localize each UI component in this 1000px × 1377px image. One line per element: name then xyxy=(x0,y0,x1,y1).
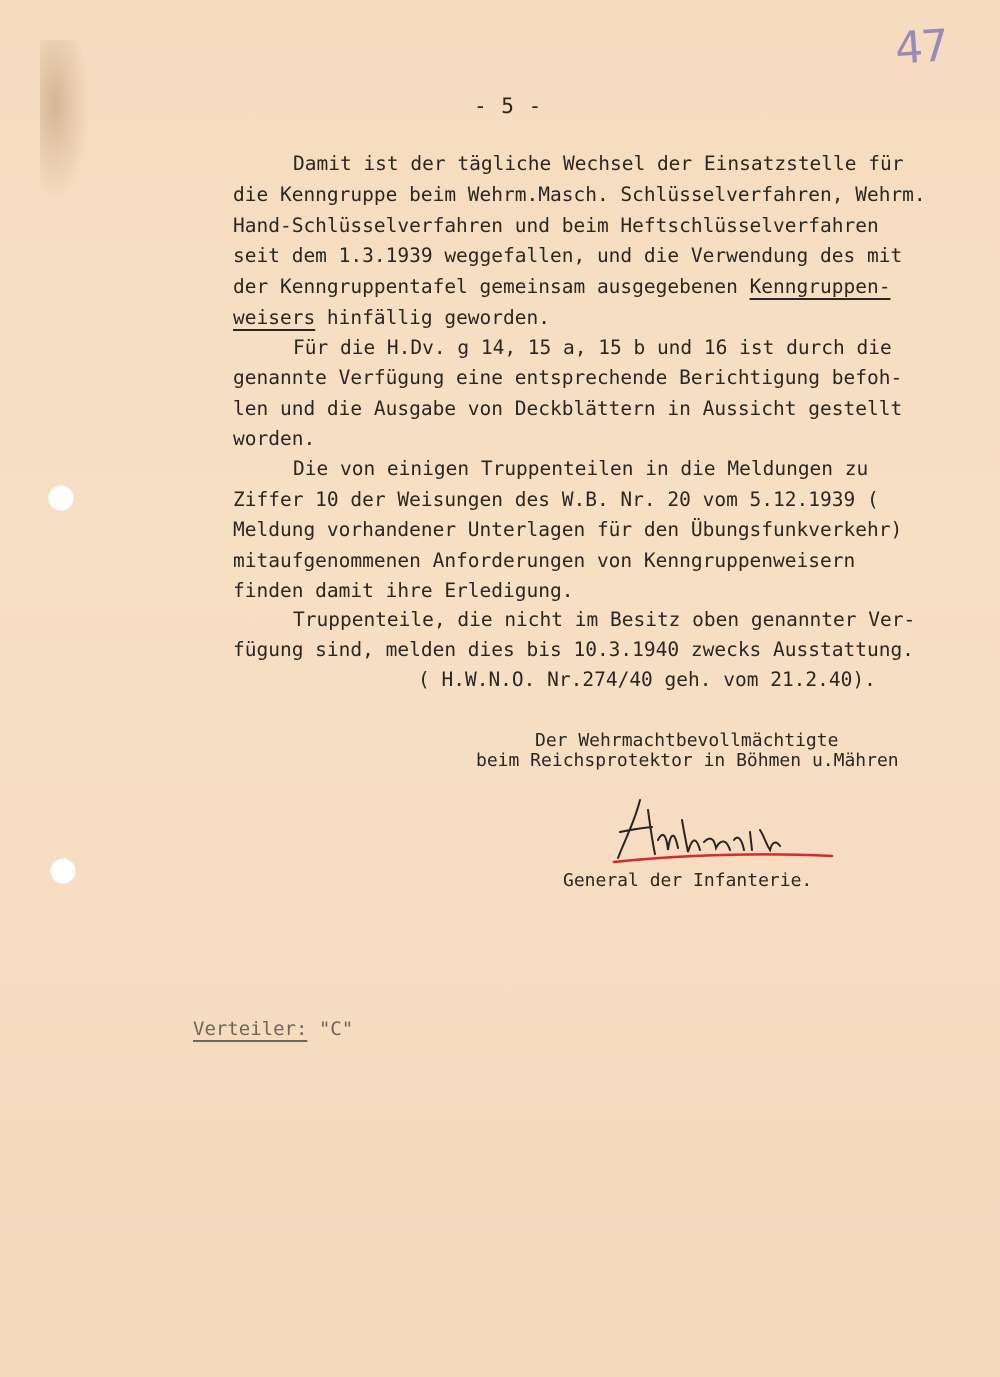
p2-line-2: genannte Verfügung eine entsprechende Berichtigung befoh- xyxy=(233,366,903,389)
p3-line-1: Die von einigen Truppenteilen in die Meldungen zu xyxy=(293,457,869,480)
p2-line-3: len und die Ausgabe von Deckblättern in Aussicht gestellt xyxy=(233,397,903,420)
underlined-term: Kenngruppen- xyxy=(749,275,891,298)
p3-line-4: mitaufgenommenen Anforderungen von Kenngruppenweisern xyxy=(233,549,856,572)
paper-stain xyxy=(40,40,90,200)
distribution-value: "C" xyxy=(307,1018,354,1040)
p1-line-4: seit dem 1.3.1939 weggefallen, und die Verwendung des mit xyxy=(233,244,903,267)
handwritten-signature xyxy=(600,780,840,870)
p3-line-3: Meldung vorhandener Unterlagen für den Übungsfunkverkehr) xyxy=(233,518,903,541)
p4-line-3-reference: ( H.W.N.O. Nr.274/40 geh. vom 21.2.40). xyxy=(418,668,876,691)
p1-line-6 xyxy=(233,308,550,328)
distribution-label: Verteiler: xyxy=(193,1018,308,1040)
p1-line-1: Damit ist der tägliche Wechsel der Einsatzstelle für xyxy=(293,152,904,175)
underlined-term-cont: weisers xyxy=(233,306,316,329)
p1-line-2: die Kenngruppe beim Wehrm.Masch. Schlüsselverfahren, Wehrm. xyxy=(233,183,926,206)
p1-line-5 xyxy=(233,277,890,297)
p3-line-2: Ziffer 10 der Weisungen des W.B. Nr. 20 vom 5.12.1939 ( xyxy=(233,488,879,511)
p1-line-5-text: der Kenngruppentafel gemeinsam ausgegebenen xyxy=(233,275,750,298)
p2-line-4: worden. xyxy=(233,427,316,450)
signatory-title-line-2: beim Reichsprotektor in Böhmen u.Mähren xyxy=(476,750,899,771)
punch-hole-top xyxy=(48,485,74,511)
p1-line-3: Hand-Schlüsselverfahren und beim Heftschlüsselverfahren xyxy=(233,214,879,237)
page-number: - 5 - xyxy=(474,94,543,118)
punch-hole-bottom xyxy=(50,858,76,884)
p1-line-6-tail: hinfällig geworden. xyxy=(315,306,550,329)
p3-line-5: finden damit ihre Erledigung. xyxy=(233,579,574,602)
distribution-line xyxy=(193,1018,353,1040)
p4-line-1: Truppenteile, die nicht im Besitz oben genannter Ver- xyxy=(293,608,916,631)
signatory-title-line-1: Der Wehrmachtbevollmächtigte xyxy=(535,730,839,751)
p4-line-2: fügung sind, melden dies bis 10.3.1940 zwecks Ausstattung. xyxy=(233,638,914,661)
p2-line-1: Für die H.Dv. g 14, 15 a, 15 b und 16 ist durch die xyxy=(293,336,892,359)
signatory-rank: General der Infanterie. xyxy=(563,870,813,891)
folio-number: 47 xyxy=(893,20,949,75)
